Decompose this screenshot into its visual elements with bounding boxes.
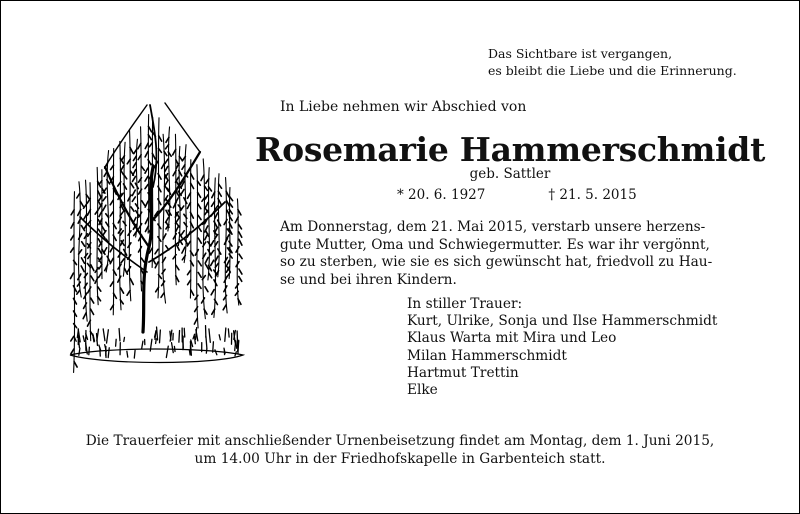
funeral-line-2: um 14.00 Uhr in der Friedhofskapelle in Garbenteich statt. xyxy=(194,451,606,467)
announcement-line: se und bei ihren Kindern. xyxy=(280,272,457,289)
intro-text: In Liebe nehmen wir Abschied von xyxy=(280,99,527,115)
mourner-name: Milan Hammerschmidt xyxy=(407,347,567,364)
announcement-line: Am Donnerstag, dem 21. Mai 2015, verstarb unsere herzens- xyxy=(280,219,706,235)
mourner-name: Klaus Warta mit Mira und Leo xyxy=(407,330,617,347)
mourners-block xyxy=(407,296,717,399)
maiden-name: geb. Sattler xyxy=(469,166,551,182)
announcement-paragraph xyxy=(280,219,712,290)
funeral-line-1: Die Trauerfeier mit anschließender Urnenbeisetzung findet am Montag, dem 1. Juni 2015, xyxy=(85,433,715,449)
mourner-name: Elke xyxy=(407,382,438,399)
life-dates xyxy=(397,187,637,203)
motto-quote xyxy=(488,45,737,79)
birth-date: * 20. 6. 1927 xyxy=(397,187,486,203)
announcement-line: so zu sterben, wie sie es sich gewünscht hat, friedvoll zu Hau- xyxy=(280,254,713,271)
motto-line-1: Das Sichtbare ist vergangen, xyxy=(488,46,673,61)
mourner-name: Kurt, Ulrike, Sonja und Ilse Hammerschmidt xyxy=(407,313,718,330)
mourners-heading: In stiller Trauer: xyxy=(407,296,523,312)
death-date: † 21. 5. 2015 xyxy=(548,187,637,203)
deceased-name: Rosemarie Hammerschmidt xyxy=(254,130,766,169)
mourner-name: Hartmut Trettin xyxy=(407,364,519,381)
motto-line-2: es bleibt die Liebe und die Erinnerung. xyxy=(488,63,737,78)
announcement-line: gute Mutter, Oma und Schwiegermutter. Es war ihr vergönnt, xyxy=(280,236,710,253)
funeral-notice xyxy=(0,432,800,468)
